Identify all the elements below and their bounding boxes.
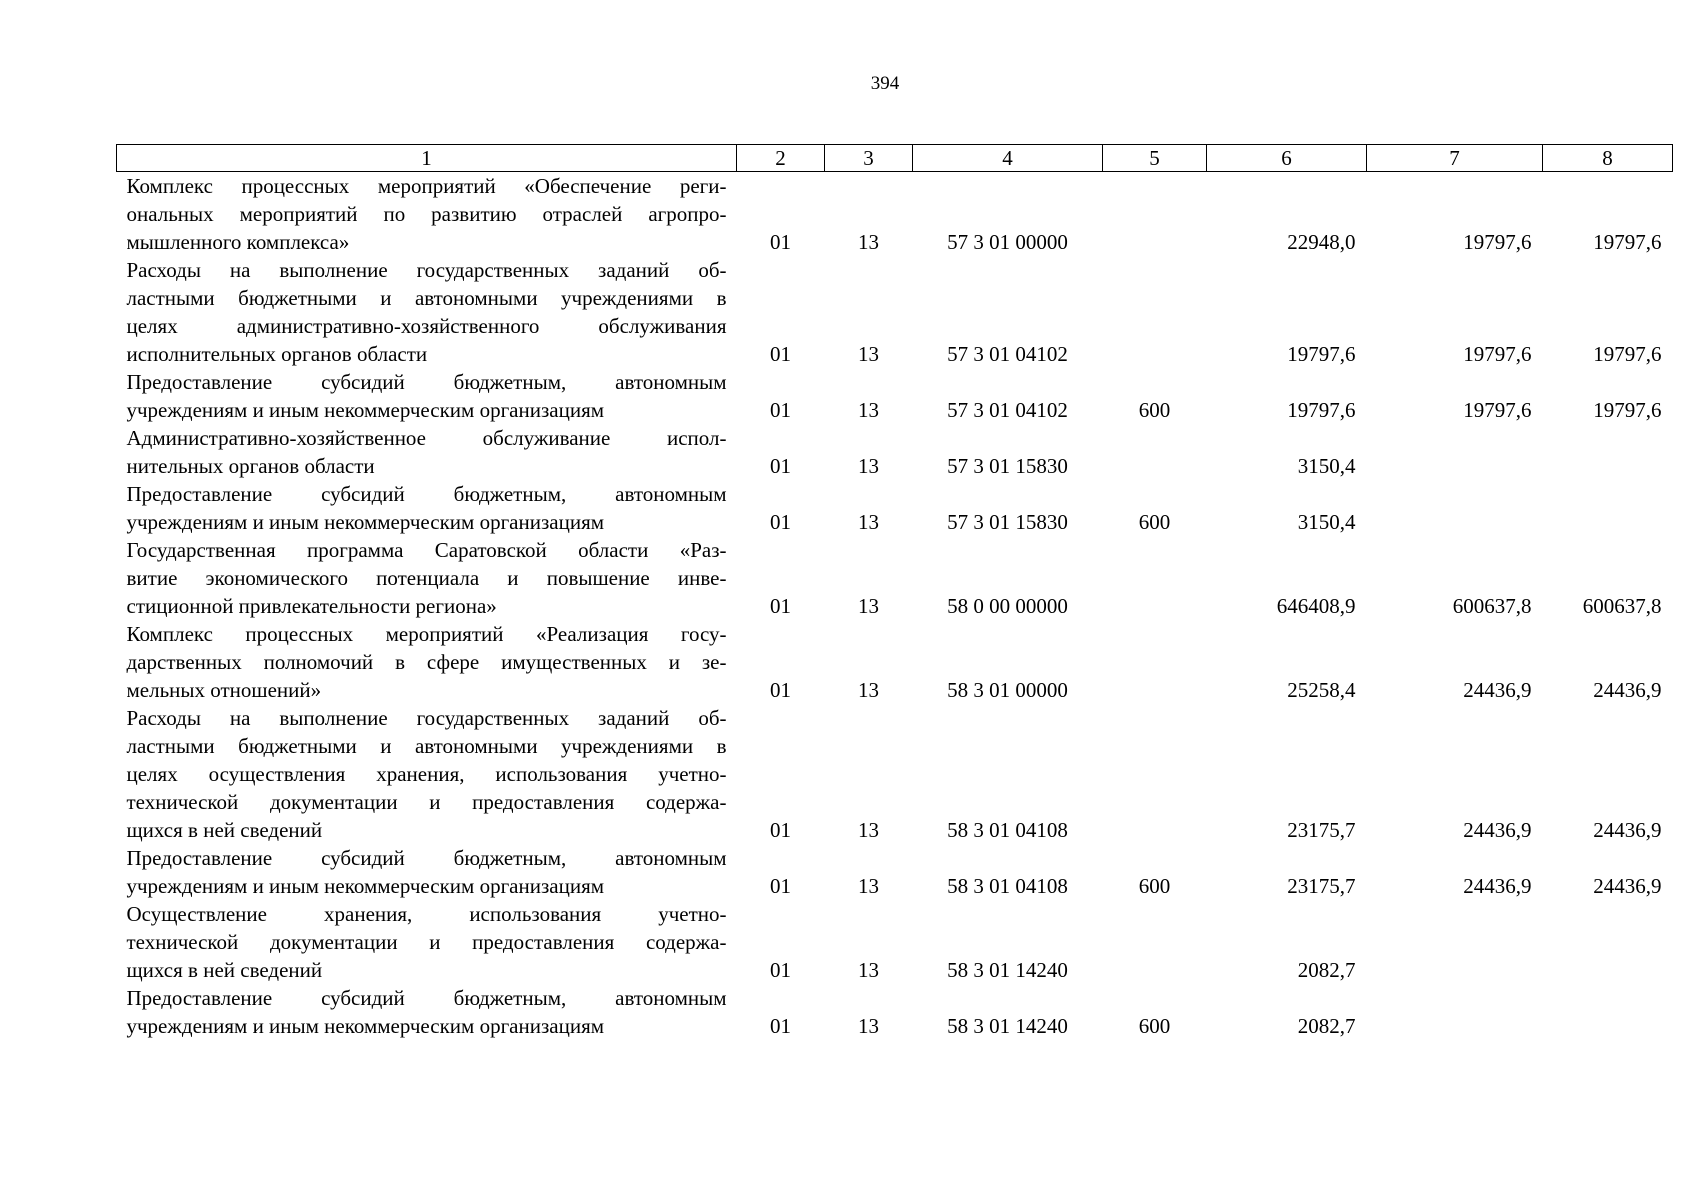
- amount-col8-cell: 19797,6: [1593, 230, 1662, 254]
- expense-type-cell: [1103, 620, 1207, 704]
- amount-col6-cell: 646408,9: [1276, 594, 1356, 618]
- expense-name-line: Предоставление субсидий бюджетным, автономным: [126, 482, 727, 506]
- expense-name-line: Расходы на выполнение государственных заданий об-: [126, 258, 727, 282]
- expense-type-cell: [1103, 900, 1207, 984]
- amount-col6-cell: 22948,0: [1287, 230, 1356, 254]
- table-body: [117, 172, 1673, 1041]
- expense-name-line: мышленного комплекса»: [126, 230, 350, 254]
- expense-name-line: Комплекс процессных мероприятий «Реализация госу-: [126, 622, 727, 646]
- amount-col8-cell: [1543, 984, 1673, 1040]
- subsection-code-cell: 13: [858, 818, 879, 842]
- subsection-code-cell: 13: [858, 1014, 879, 1038]
- amount-col7-cell: 19797,6: [1463, 230, 1532, 254]
- amount-col8-cell: [1543, 424, 1673, 480]
- amount-col7-cell: [1367, 424, 1543, 480]
- section-code-cell: 01: [770, 594, 791, 618]
- section-code-cell: 01: [770, 678, 791, 702]
- amount-col7-cell: [1367, 480, 1543, 536]
- subsection-code-cell: 13: [858, 454, 879, 478]
- expense-name-cell: [117, 256, 737, 368]
- column-header: 2: [737, 145, 825, 172]
- expense-name-line: Расходы на выполнение государственных заданий об-: [126, 706, 727, 730]
- section-code-cell: 01: [770, 958, 791, 982]
- amount-col7-cell: 24436,9: [1463, 818, 1532, 842]
- expense-type-cell: [1103, 536, 1207, 620]
- amount-col8-cell: 600637,8: [1582, 594, 1662, 618]
- amount-col7-cell: [1367, 900, 1543, 984]
- amount-col6-cell: 3150,4: [1297, 510, 1356, 534]
- column-header: 4: [913, 145, 1103, 172]
- expense-name-line: исполнительных органов области: [126, 342, 428, 366]
- table-row: [117, 424, 1673, 480]
- expense-name-line: дарственных полномочий в сфере имущественных и зе-: [126, 650, 727, 674]
- expense-type-cell: [1103, 704, 1207, 844]
- table-row: [117, 480, 1673, 536]
- expense-name-line: щихся в ней сведений: [126, 958, 323, 982]
- table-row: [117, 172, 1673, 257]
- expense-type-cell: 600: [1138, 874, 1171, 898]
- expense-name-cell: [117, 984, 737, 1040]
- amount-col8-cell: [1543, 480, 1673, 536]
- expense-name-line: нительных органов области: [126, 454, 375, 478]
- section-code-cell: 01: [770, 818, 791, 842]
- amount-col6-cell: 23175,7: [1287, 818, 1356, 842]
- column-header: 3: [825, 145, 913, 172]
- column-header: 1: [117, 145, 737, 172]
- expense-name-line: Комплекс процессных мероприятий «Обеспечение реги-: [126, 174, 727, 198]
- column-header: 8: [1543, 145, 1673, 172]
- target-article-cell: 58 3 01 04108: [947, 818, 1068, 842]
- expense-name-line: учреждениям и иным некоммерческим организациям: [126, 398, 605, 422]
- table-row: [117, 368, 1673, 424]
- amount-col7-cell: 19797,6: [1463, 398, 1532, 422]
- expense-name-cell: [117, 480, 737, 536]
- section-code-cell: 01: [770, 1014, 791, 1038]
- subsection-code-cell: 13: [858, 874, 879, 898]
- section-code-cell: 01: [770, 874, 791, 898]
- expense-name-line: технической документации и предоставления содержа-: [126, 930, 727, 954]
- expense-type-cell: [1103, 172, 1207, 257]
- table-row: [117, 256, 1673, 368]
- target-article-cell: 58 3 01 00000: [947, 678, 1068, 702]
- amount-col8-cell: 24436,9: [1593, 874, 1662, 898]
- subsection-code-cell: 13: [858, 678, 879, 702]
- amount-col6-cell: 3150,4: [1297, 454, 1356, 478]
- expense-name-line: ластными бюджетными и автономными учреждениями в: [126, 286, 727, 310]
- table-row: [117, 984, 1673, 1040]
- amount-col6-cell: 25258,4: [1287, 678, 1356, 702]
- expense-name-cell: [117, 704, 737, 844]
- amount-col6-cell: 2082,7: [1297, 958, 1356, 982]
- expense-name-line: витие экономического потенциала и повышение инве-: [126, 566, 727, 590]
- expense-name-line: стиционной привлекательности региона»: [126, 594, 497, 618]
- expense-name-line: технической документации и предоставления содержа-: [126, 790, 727, 814]
- expense-name-line: Предоставление субсидий бюджетным, автономным: [126, 846, 727, 870]
- amount-col6-cell: 19797,6: [1287, 398, 1356, 422]
- expense-name-line: учреждениям и иным некоммерческим организациям: [126, 1014, 605, 1038]
- section-code-cell: 01: [770, 454, 791, 478]
- expense-name-cell: [117, 844, 737, 900]
- target-article-cell: 57 3 01 04102: [947, 342, 1068, 366]
- target-article-cell: 57 3 01 00000: [947, 230, 1068, 254]
- expense-type-cell: [1103, 256, 1207, 368]
- amount-col7-cell: 600637,8: [1452, 594, 1532, 618]
- expense-type-cell: [1103, 424, 1207, 480]
- expense-name-cell: [117, 900, 737, 984]
- budget-table: [116, 144, 1673, 1040]
- column-header: 5: [1103, 145, 1207, 172]
- subsection-code-cell: 13: [858, 510, 879, 534]
- amount-col6-cell: 19797,6: [1287, 342, 1356, 366]
- amount-col7-cell: [1367, 984, 1543, 1040]
- target-article-cell: 58 0 00 00000: [947, 594, 1068, 618]
- expense-name-line: щихся в ней сведений: [126, 818, 323, 842]
- expense-name-line: учреждениям и иным некоммерческим организациям: [126, 510, 605, 534]
- amount-col8-cell: 24436,9: [1593, 678, 1662, 702]
- section-code-cell: 01: [770, 510, 791, 534]
- subsection-code-cell: 13: [858, 594, 879, 618]
- amount-col7-cell: 24436,9: [1463, 874, 1532, 898]
- subsection-code-cell: 13: [858, 342, 879, 366]
- column-header: 7: [1367, 145, 1543, 172]
- subsection-code-cell: 13: [858, 958, 879, 982]
- target-article-cell: 58 3 01 14240: [947, 1014, 1068, 1038]
- expense-name-cell: [117, 424, 737, 480]
- expense-name-line: целях осуществления хранения, использования учетно-: [126, 762, 727, 786]
- column-number-header: [117, 145, 1673, 172]
- expense-name-cell: [117, 620, 737, 704]
- expense-name-line: Осуществление хранения, использования учетно-: [126, 902, 727, 926]
- table-row: [117, 620, 1673, 704]
- amount-col8-cell: 19797,6: [1593, 398, 1662, 422]
- expense-name-line: ластными бюджетными и автономными учреждениями в: [126, 734, 727, 758]
- expense-name-cell: [117, 368, 737, 424]
- expense-type-cell: 600: [1138, 1014, 1171, 1038]
- expense-name-line: Государственная программа Саратовской области «Раз-: [126, 538, 727, 562]
- expense-type-cell: 600: [1138, 510, 1171, 534]
- expense-name-cell: [117, 536, 737, 620]
- subsection-code-cell: 13: [858, 230, 879, 254]
- amount-col6-cell: 23175,7: [1287, 874, 1356, 898]
- expense-name-cell: [117, 172, 737, 257]
- target-article-cell: 58 3 01 14240: [947, 958, 1068, 982]
- table-row: [117, 704, 1673, 844]
- column-header: 6: [1207, 145, 1367, 172]
- expense-name-line: ональных мероприятий по развитию отраслей агропро-: [126, 202, 727, 226]
- table-row: [117, 900, 1673, 984]
- table-row: [117, 536, 1673, 620]
- subsection-code-cell: 13: [858, 398, 879, 422]
- expense-name-line: учреждениям и иным некоммерческим организациям: [126, 874, 605, 898]
- section-code-cell: 01: [770, 230, 791, 254]
- amount-col6-cell: 2082,7: [1297, 1014, 1356, 1038]
- expense-name-line: Предоставление субсидий бюджетным, автономным: [126, 370, 727, 394]
- expense-name-line: мельных отношений»: [126, 678, 322, 702]
- target-article-cell: 57 3 01 15830: [947, 510, 1068, 534]
- target-article-cell: 58 3 01 04108: [947, 874, 1068, 898]
- target-article-cell: 57 3 01 15830: [947, 454, 1068, 478]
- page-number: 394: [870, 73, 900, 94]
- amount-col8-cell: 24436,9: [1593, 818, 1662, 842]
- target-article-cell: 57 3 01 04102: [947, 398, 1068, 422]
- expense-type-cell: 600: [1138, 398, 1171, 422]
- amount-col8-cell: [1543, 900, 1673, 984]
- section-code-cell: 01: [770, 398, 791, 422]
- amount-col7-cell: 24436,9: [1463, 678, 1532, 702]
- table-row: [117, 844, 1673, 900]
- expense-name-line: Административно-хозяйственное обслуживание испол-: [126, 426, 727, 450]
- expense-name-line: целях административно-хозяйственного обслуживания: [126, 314, 727, 338]
- section-code-cell: 01: [770, 342, 791, 366]
- expense-name-line: Предоставление субсидий бюджетным, автономным: [126, 986, 727, 1010]
- amount-col7-cell: 19797,6: [1463, 342, 1532, 366]
- amount-col8-cell: 19797,6: [1593, 342, 1662, 366]
